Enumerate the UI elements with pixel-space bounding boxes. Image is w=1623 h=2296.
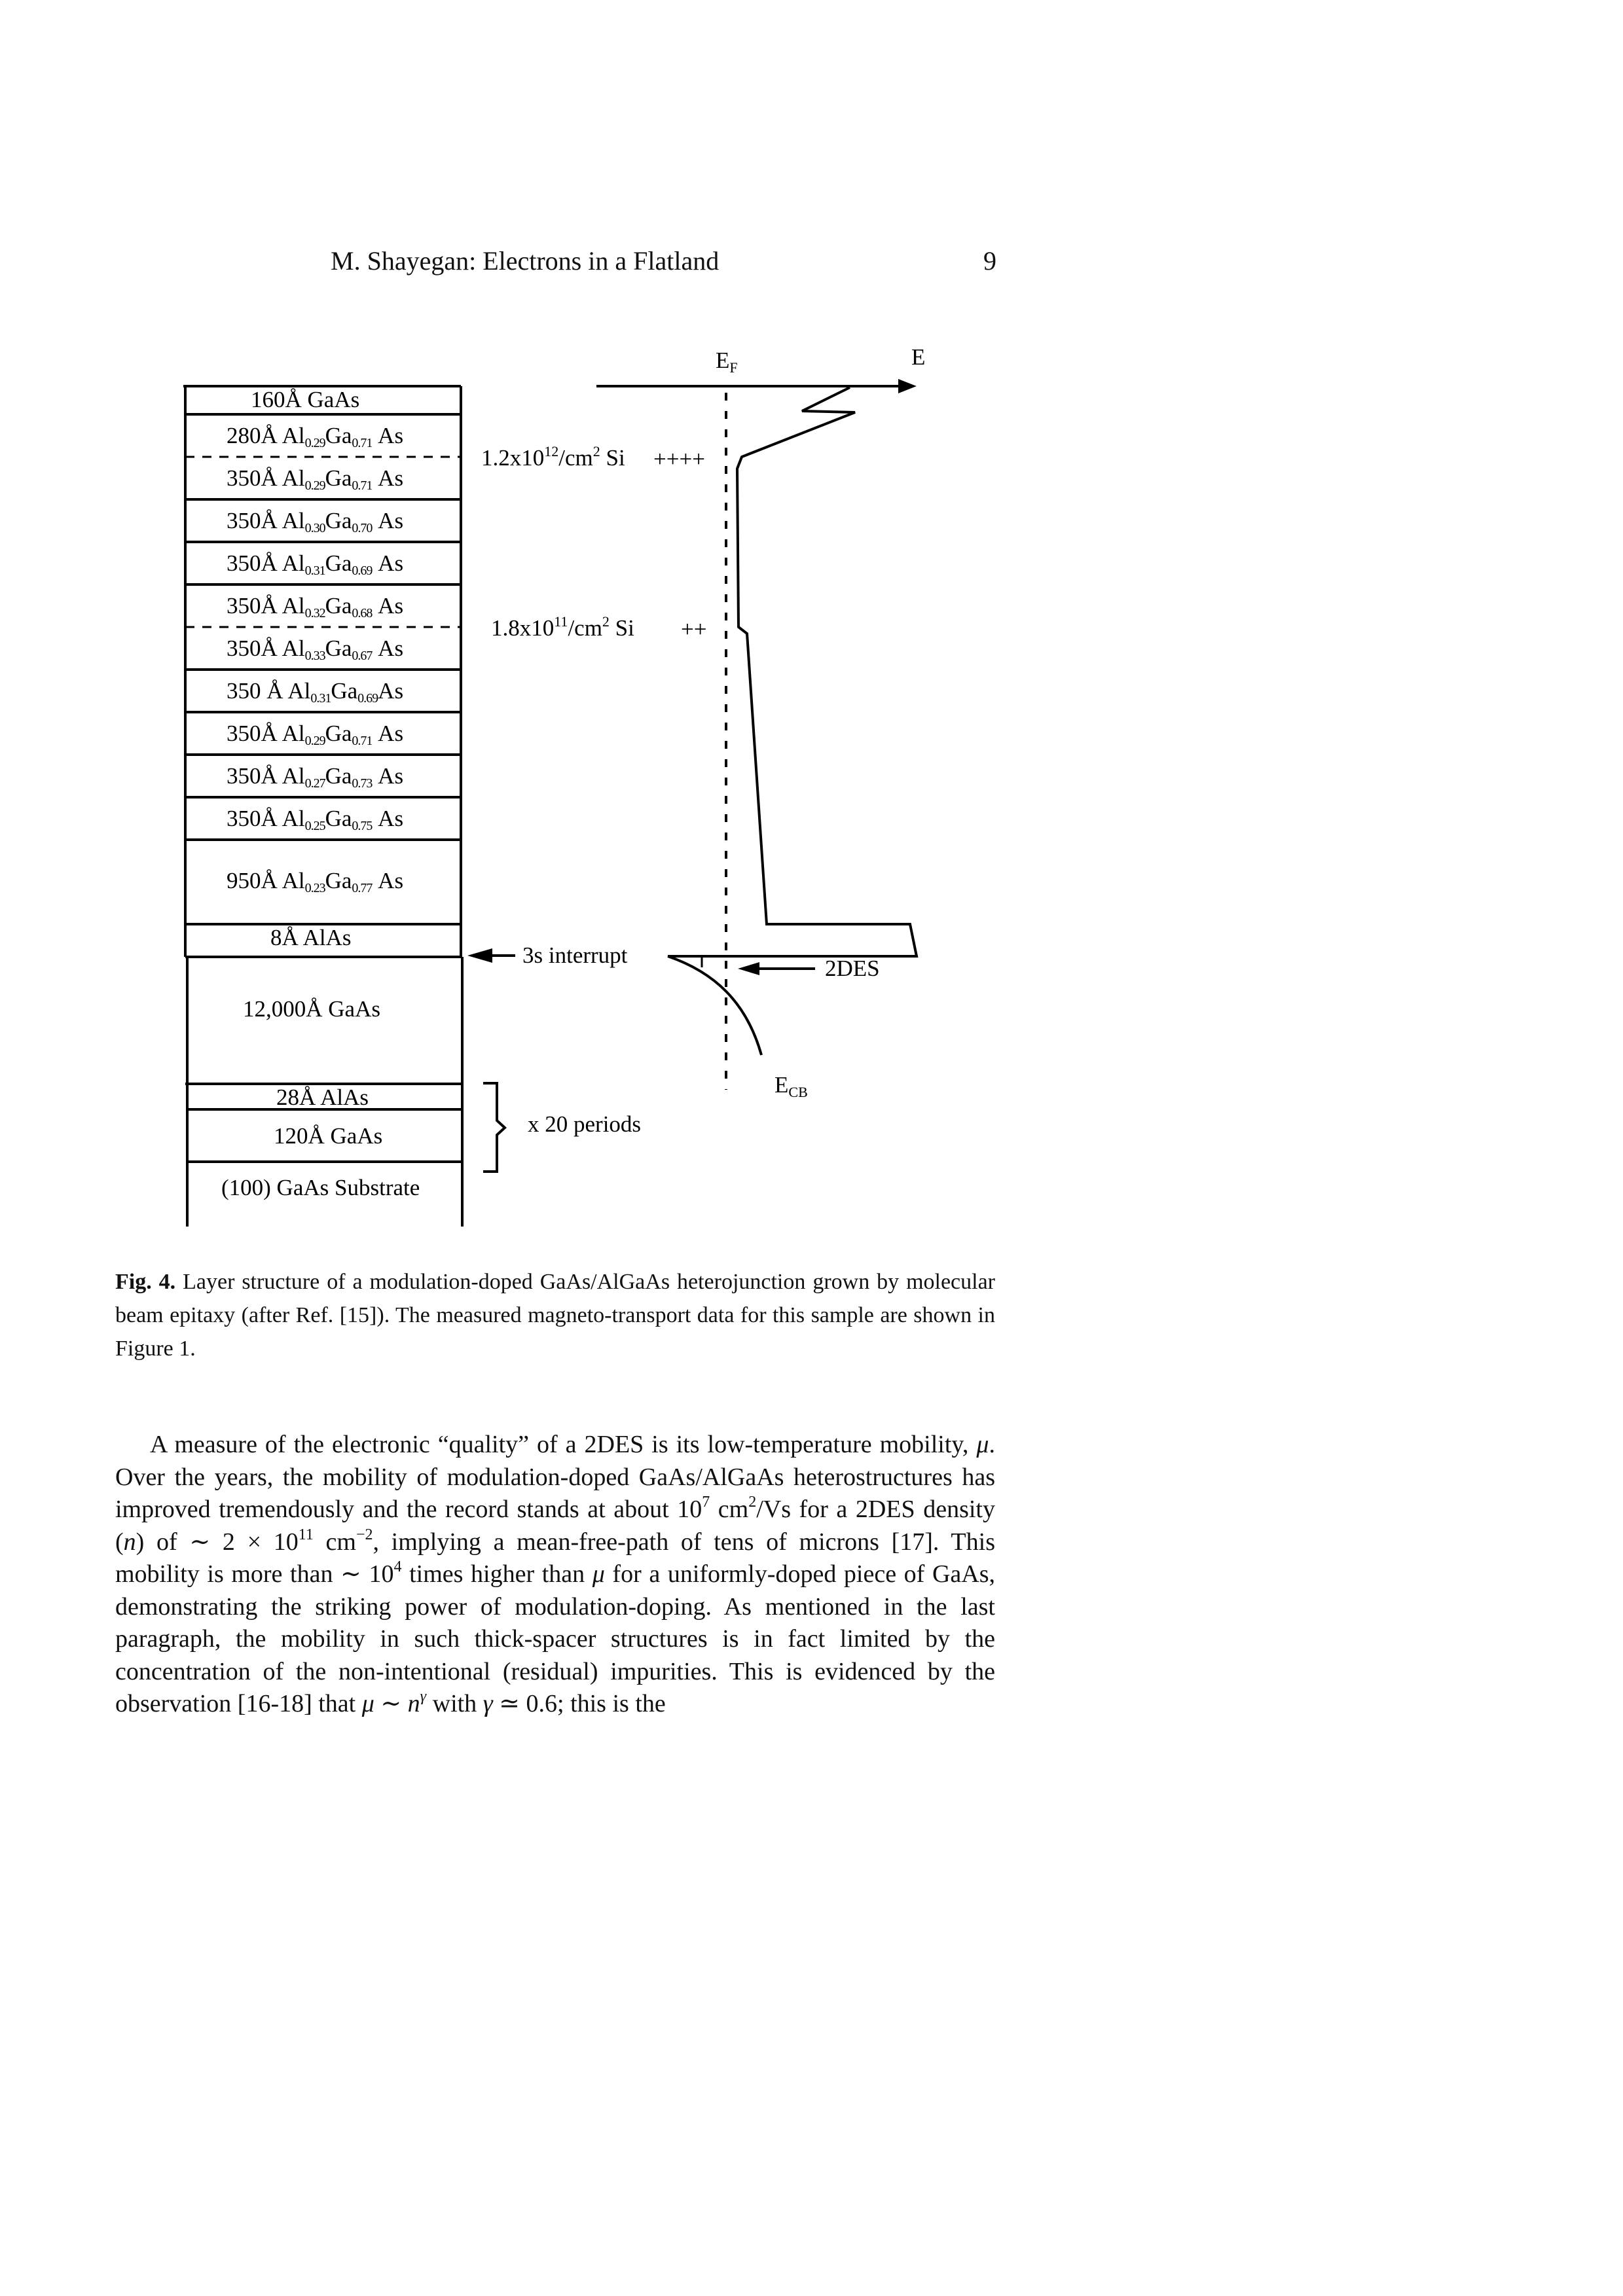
layer-label: 350Å $Al_{0.30}Ga_{0.70}$ As (227, 508, 404, 535)
layer-label-gaas-120: 120Å GaAs (274, 1123, 383, 1149)
layer-label: 350Å $Al_{0.29}Ga_{0.71}$ As (227, 721, 404, 748)
layer-label-gaas-cap: 160Å GaAs (251, 387, 360, 412)
layer-label: 350Å $Al_{0.29}Ga_{0.71}$ As (227, 465, 404, 493)
fermi-level-label: $E_F$ (716, 348, 738, 376)
conduction-band-edge (668, 387, 917, 956)
doping-label-1: $1.2x10^{12}/cm^2$ Si (481, 443, 625, 471)
conduction-band-label: $E_{CB}$ (775, 1072, 808, 1100)
energy-axis-arrowhead (898, 379, 917, 393)
running-title: M. Shayegan: Electrons in a Flatland (331, 246, 720, 276)
layer-label-substrate: (100) GaAs Substrate (221, 1175, 420, 1200)
layer-label: 950Å $Al_{0.23}Ga_{0.77}$ As (227, 868, 404, 895)
layer-label-alas-28: 28Å AlAs (276, 1085, 369, 1110)
interrupt-label: 3s interrupt (522, 942, 628, 968)
layer-label-alas-8: 8Å AlAs (270, 925, 352, 950)
layer-label: 350Å $Al_{0.32}Ga_{0.68}$ As (227, 593, 404, 620)
periods-label: x 20 periods (528, 1111, 642, 1137)
doping-label-2: $1.8x10^{11}/cm^2$ Si (491, 613, 634, 641)
layer-label: 350Å $Al_{0.33}Ga_{0.67}$ As (227, 636, 404, 663)
layer-label: 350Å $Al_{0.27}Ga_{0.73}$ As (227, 763, 404, 791)
layer-label: 350Å $Al_{0.31}Ga_{0.69}$ As (227, 550, 404, 578)
twodes-arrowhead (738, 962, 759, 975)
body-paragraph: A measure of the electronic “quality” of a 2DES is its low-temperature mobility, μ. Over the years, the mobility of modulation-doped GaAs/AlGaAs heterostructures has improved tremendously and the record stands at about $10^7$ $cm^2/Vs$ for a 2DES density (n) of ∼ $2 \times 10^{11}$ $cm^{-2}$, implying a mean-free-path of tens of microns [17]. This mobility is more than ∼ $10^4$ times higher than μ for a uniformly-doped piece of GaAs, demonstrating the striking power of modulation-doping. As mentioned in the last paragraph, the mobility in such thick-spacer structures is in fact limited by the concentration of the non-intentional (residual) impurities. This is evidenced by the observation [16-18] that μ ∼ $n^\gamma$ with γ ≃ 0.6; this is the (115, 1431, 995, 1717)
figure-caption: Fig. 4. Layer structure of a modulation-doped GaAs/AlGaAs heterojunction grown by molecular beam epitaxy (after Ref. [15]). The measured magneto-transport data for this sample are shown in Figure 1. (115, 1270, 996, 1361)
page-number: 9 (983, 246, 996, 276)
twodes-label: 2DES (825, 956, 880, 981)
energy-axis-label: E (911, 344, 926, 370)
layer-label: 280Å $Al_{0.29}Ga_{0.71}$ As (227, 423, 404, 450)
layer-label-gaas-12000: 12,000Å GaAs (243, 996, 380, 1022)
layer-label: 350Å $Al_{0.25}Ga_{0.75}$ As (227, 806, 404, 833)
layer-label: 350 Å $Al_{0.31}Ga_{0.69}As$ (227, 678, 404, 706)
figure-number: Fig. 4. (115, 1270, 176, 1294)
doping-signs-2: ++ (681, 617, 707, 642)
doping-signs-1: ++++ (653, 446, 705, 472)
interrupt-arrowhead (467, 948, 492, 963)
period-brace (483, 1083, 505, 1172)
band-diagram (467, 379, 917, 1172)
